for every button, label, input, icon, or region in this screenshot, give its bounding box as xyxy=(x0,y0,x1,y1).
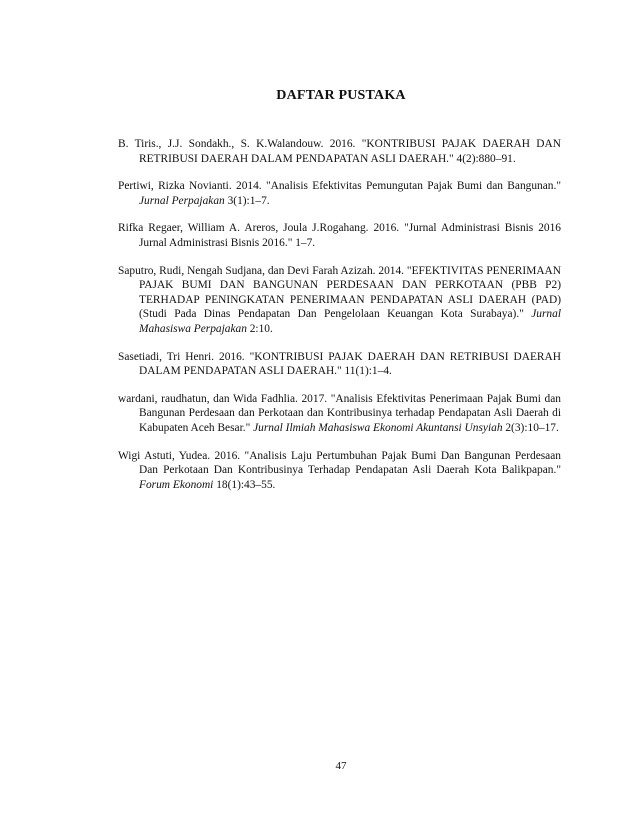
page-number: 47 xyxy=(335,760,347,772)
journal-name: Jurnal Perpajakan xyxy=(139,194,225,207)
journal-name: Jurnal Mahasiswa Perpajakan xyxy=(139,308,561,335)
reference-list xyxy=(118,137,561,505)
reference-entry-5 xyxy=(118,350,561,379)
reference-text: B. Tiris., J.J. Sondakh., S. K.Walandouw. 2016. "KONTRIBUSI PAJAK DAERAH DAN RETRIBUSI DAERAH DALAM PENDAPATAN ASLI DAERAH." 4(2):880–91. xyxy=(118,138,561,165)
page-title: DAFTAR PUSTAKA xyxy=(276,88,406,103)
reference-text: Rifka Regaer, William A. Areros, Joula J.Rogahang. 2016. "Jurnal Administrasi Bisnis 2016 Jurnal Administrasi Bisnis 2016." 1–7. xyxy=(118,222,561,249)
journal-name: Jurnal Ilmiah Mahasiswa Ekonomi Akuntansi Unsyiah xyxy=(253,421,503,434)
reference-text: Pertiwi, Rizka Novianti. 2014. "Analisis Efektivitas Pemungutan Pajak Bumi dan Bangunan." xyxy=(118,180,561,193)
reference-volume: 2(3):10–17. xyxy=(502,421,559,434)
reference-volume: 2:10. xyxy=(246,322,273,335)
reference-volume: 18(1):43–55. xyxy=(213,478,276,491)
reference-entry-2 xyxy=(118,179,561,208)
reference-entry-4 xyxy=(118,264,561,337)
reference-volume: 3(1):1–7. xyxy=(224,194,270,207)
reference-entry-1 xyxy=(118,137,561,166)
reference-entry-3 xyxy=(118,221,561,250)
reference-entry-6 xyxy=(118,392,561,436)
reference-text: Sasetiadi, Tri Henri. 2016. "KONTRIBUSI PAJAK DAERAH DAN RETRIBUSI DAERAH DALAM PENDAPATAN ASLI DAERAH." 11(1):1–4. xyxy=(118,350,561,378)
journal-name: Forum Ekonomi xyxy=(139,478,214,491)
reference-text: Wigi Astuti, Yudea. 2016. "Analisis Laju Pertumbuhan Pajak Bumi Dan Bangunan Perdesaan Dan Perkotaan Dan Kontribusinya Terhadap Pendapatan Asli Daerah Kota Balikpapan." xyxy=(118,449,561,477)
reference-text: Saputro, Rudi, Nengah Sudjana, dan Devi Farah Azizah. 2014. "EFEKTIVITAS PENERIMAAN PAJAK BUMI DAN BANGUNAN PERDESAAN DAN PERKOTAAN (PBB P2) TERHADAP PENINGKATAN PENERIMAAN PENDAPATAN ASLI DAERAH (PAD) (Studi Pada Dinas Pendapatan Dan Pengelolaan Keuangan Kota Surabaya)." xyxy=(118,264,561,321)
reference-entry-7 xyxy=(118,449,561,493)
reference-text: wardani, raudhatun, dan Wida Fadhlia. 2017. "Analisis Efektivitas Penerimaan Pajak Bumi dan Bangunan Perdesaan dan Perkotaan dan Kontribusinya terhadap Pendapatan Asli Daerah di Kabupaten Aceh Besar." xyxy=(118,392,561,434)
